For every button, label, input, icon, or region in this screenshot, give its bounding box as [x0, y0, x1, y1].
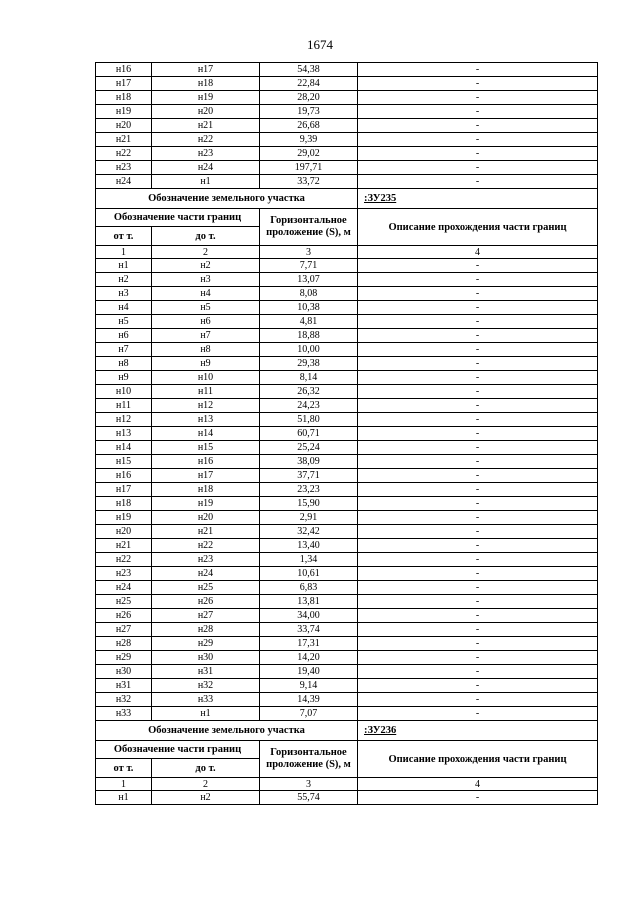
distance-cell: 4,81: [260, 315, 358, 329]
to-point-header: до т.: [152, 227, 260, 246]
to-point-cell: н12: [152, 399, 260, 413]
to-point-cell: н23: [152, 553, 260, 567]
description-cell: -: [358, 385, 598, 399]
to-point-cell: н10: [152, 371, 260, 385]
table-row: [96, 399, 598, 413]
description-cell: -: [358, 105, 598, 119]
table-row: [96, 147, 598, 161]
to-point-cell: н31: [152, 665, 260, 679]
to-point-cell: н8: [152, 343, 260, 357]
to-point-cell: н6: [152, 315, 260, 329]
from-point-cell: н13: [96, 427, 152, 441]
to-point-cell: н7: [152, 329, 260, 343]
distance-cell: 26,32: [260, 385, 358, 399]
description-cell: -: [358, 301, 598, 315]
description-cell: -: [358, 315, 598, 329]
distance-cell: 32,42: [260, 525, 358, 539]
description-cell: -: [358, 427, 598, 441]
table-row: [96, 357, 598, 371]
table-row: [96, 371, 598, 385]
from-point-cell: н2: [96, 273, 152, 287]
description-cell: -: [358, 147, 598, 161]
distance-cell: 34,00: [260, 609, 358, 623]
table-row: [96, 105, 598, 119]
table-row: [96, 427, 598, 441]
from-point-cell: н1: [96, 259, 152, 273]
description-cell: -: [358, 343, 598, 357]
distance-cell: 26,68: [260, 119, 358, 133]
table-row: [96, 259, 598, 273]
distance-cell: 10,38: [260, 301, 358, 315]
to-point-cell: н3: [152, 273, 260, 287]
distance-cell: 10,61: [260, 567, 358, 581]
from-point-cell: н19: [96, 105, 152, 119]
description-cell: -: [358, 665, 598, 679]
table-row: [96, 175, 598, 189]
distance-cell: 29,38: [260, 357, 358, 371]
distance-cell: 38,09: [260, 455, 358, 469]
to-point-cell: н21: [152, 119, 260, 133]
description-cell: -: [358, 273, 598, 287]
table-row: [96, 413, 598, 427]
boundary-table: [95, 62, 598, 805]
distance-cell: 51,80: [260, 413, 358, 427]
from-point-cell: н21: [96, 133, 152, 147]
from-point-cell: н27: [96, 623, 152, 637]
distance-cell: 23,23: [260, 483, 358, 497]
boundary-part-header: Обозначение части границ: [96, 741, 260, 759]
from-point-cell: н16: [96, 63, 152, 77]
to-point-cell: н25: [152, 581, 260, 595]
distance-cell: 33,72: [260, 175, 358, 189]
distance-cell: 197,71: [260, 161, 358, 175]
description-cell: -: [358, 119, 598, 133]
distance-cell: 2,91: [260, 511, 358, 525]
description-cell: -: [358, 637, 598, 651]
column-index-cell: 1: [96, 778, 152, 791]
from-point-cell: н32: [96, 693, 152, 707]
description-cell: -: [358, 623, 598, 637]
from-point-cell: н29: [96, 651, 152, 665]
from-point-cell: н17: [96, 483, 152, 497]
column-index-row: [96, 246, 598, 259]
description-cell: -: [358, 133, 598, 147]
description-cell: -: [358, 455, 598, 469]
table-row: [96, 693, 598, 707]
distance-cell: 60,71: [260, 427, 358, 441]
table-row: [96, 665, 598, 679]
distance-cell: 18,88: [260, 329, 358, 343]
table-row: [96, 483, 598, 497]
to-point-cell: н1: [152, 175, 260, 189]
from-point-cell: н16: [96, 469, 152, 483]
from-point-cell: н17: [96, 77, 152, 91]
distance-cell: 10,00: [260, 343, 358, 357]
table-row: [96, 287, 598, 301]
description-cell: -: [358, 399, 598, 413]
distance-cell: 25,24: [260, 441, 358, 455]
table-row: [96, 637, 598, 651]
from-point-cell: н20: [96, 525, 152, 539]
boundary-part-header: Обозначение части границ: [96, 209, 260, 227]
to-point-cell: н32: [152, 679, 260, 693]
from-point-cell: н6: [96, 329, 152, 343]
table-row: [96, 651, 598, 665]
distance-cell: 37,71: [260, 469, 358, 483]
to-point-cell: н33: [152, 693, 260, 707]
from-point-header: от т.: [96, 227, 152, 246]
column-index-cell: 1: [96, 246, 152, 259]
from-point-cell: н23: [96, 567, 152, 581]
from-point-cell: н9: [96, 371, 152, 385]
description-cell: -: [358, 525, 598, 539]
to-point-cell: н9: [152, 357, 260, 371]
from-point-cell: н21: [96, 539, 152, 553]
parcel-id: :ЗУ235: [358, 189, 598, 209]
distance-cell: 7,07: [260, 707, 358, 721]
description-cell: -: [358, 707, 598, 721]
distance-cell: 15,90: [260, 497, 358, 511]
from-point-cell: н1: [96, 791, 152, 805]
parcel-designation-label: Обозначение земельного участка: [96, 189, 358, 209]
table-row: [96, 329, 598, 343]
description-cell: -: [358, 595, 598, 609]
from-point-cell: н25: [96, 595, 152, 609]
table-row: [96, 581, 598, 595]
to-point-cell: н29: [152, 637, 260, 651]
column-header-row: [96, 741, 598, 759]
to-point-header: до т.: [152, 759, 260, 778]
description-cell: -: [358, 77, 598, 91]
description-cell: -: [358, 441, 598, 455]
description-cell: -: [358, 371, 598, 385]
distance-cell: 54,38: [260, 63, 358, 77]
to-point-cell: н21: [152, 525, 260, 539]
to-point-cell: н27: [152, 609, 260, 623]
to-point-cell: н24: [152, 567, 260, 581]
to-point-cell: н20: [152, 105, 260, 119]
to-point-cell: н17: [152, 469, 260, 483]
from-point-cell: н20: [96, 119, 152, 133]
description-cell: -: [358, 413, 598, 427]
to-point-cell: н1: [152, 707, 260, 721]
description-cell: -: [358, 497, 598, 511]
distance-cell: 17,31: [260, 637, 358, 651]
table-row: [96, 623, 598, 637]
column-header-row: [96, 209, 598, 227]
from-point-cell: н24: [96, 175, 152, 189]
distance-cell: 14,20: [260, 651, 358, 665]
to-point-cell: н23: [152, 147, 260, 161]
distance-cell: 28,20: [260, 91, 358, 105]
from-point-cell: н26: [96, 609, 152, 623]
table-row: [96, 77, 598, 91]
description-header: Описание прохождения части границ: [358, 741, 598, 778]
to-point-cell: н19: [152, 91, 260, 105]
distance-cell: 33,74: [260, 623, 358, 637]
description-cell: -: [358, 511, 598, 525]
column-index-cell: 4: [358, 778, 598, 791]
description-cell: -: [358, 259, 598, 273]
to-point-cell: н4: [152, 287, 260, 301]
to-point-cell: н20: [152, 511, 260, 525]
distance-cell: 24,23: [260, 399, 358, 413]
table-row: [96, 525, 598, 539]
table-row: [96, 161, 598, 175]
to-point-cell: н30: [152, 651, 260, 665]
description-cell: -: [358, 567, 598, 581]
to-point-cell: н28: [152, 623, 260, 637]
description-cell: -: [358, 693, 598, 707]
description-cell: -: [358, 175, 598, 189]
description-cell: -: [358, 483, 598, 497]
table-row: [96, 133, 598, 147]
table-row: [96, 343, 598, 357]
from-point-cell: н19: [96, 511, 152, 525]
description-cell: -: [358, 609, 598, 623]
distance-cell: 19,40: [260, 665, 358, 679]
from-point-cell: н18: [96, 497, 152, 511]
to-point-cell: н18: [152, 483, 260, 497]
distance-cell: 29,02: [260, 147, 358, 161]
from-point-cell: н7: [96, 343, 152, 357]
distance-cell: 55,74: [260, 791, 358, 805]
to-point-cell: н13: [152, 413, 260, 427]
to-point-cell: н16: [152, 455, 260, 469]
description-cell: -: [358, 63, 598, 77]
page-number: 1674: [307, 37, 333, 52]
table-row: [96, 791, 598, 805]
table-row: [96, 63, 598, 77]
table-row: [96, 679, 598, 693]
to-point-cell: н2: [152, 791, 260, 805]
to-point-cell: н5: [152, 301, 260, 315]
distance-cell: 19,73: [260, 105, 358, 119]
from-point-cell: н5: [96, 315, 152, 329]
description-cell: -: [358, 469, 598, 483]
parcel-section-header: [96, 721, 598, 741]
from-point-cell: н23: [96, 161, 152, 175]
column-index-cell: 3: [260, 246, 358, 259]
from-point-cell: н31: [96, 679, 152, 693]
from-point-cell: н18: [96, 91, 152, 105]
description-cell: -: [358, 679, 598, 693]
to-point-cell: н22: [152, 133, 260, 147]
table-row: [96, 497, 598, 511]
table-row: [96, 455, 598, 469]
table-row: [96, 553, 598, 567]
description-cell: -: [358, 791, 598, 805]
from-point-header: от т.: [96, 759, 152, 778]
distance-cell: 13,40: [260, 539, 358, 553]
table-row: [96, 385, 598, 399]
table-row: [96, 441, 598, 455]
description-cell: -: [358, 329, 598, 343]
table-row: [96, 567, 598, 581]
distance-cell: 14,39: [260, 693, 358, 707]
to-point-cell: н14: [152, 427, 260, 441]
distance-cell: 1,34: [260, 553, 358, 567]
description-cell: -: [358, 91, 598, 105]
distance-cell: 8,14: [260, 371, 358, 385]
description-cell: -: [358, 539, 598, 553]
column-index-cell: 3: [260, 778, 358, 791]
description-header: Описание прохождения части границ: [358, 209, 598, 246]
from-point-cell: н11: [96, 399, 152, 413]
boundary-table-body: [96, 63, 598, 805]
distance-cell: 6,83: [260, 581, 358, 595]
table-row: [96, 469, 598, 483]
table-row: [96, 511, 598, 525]
column-index-cell: 4: [358, 246, 598, 259]
description-cell: -: [358, 161, 598, 175]
distance-cell: 9,39: [260, 133, 358, 147]
from-point-cell: н12: [96, 413, 152, 427]
from-point-cell: н28: [96, 637, 152, 651]
to-point-cell: н24: [152, 161, 260, 175]
from-point-cell: н14: [96, 441, 152, 455]
from-point-cell: н4: [96, 301, 152, 315]
from-point-cell: н10: [96, 385, 152, 399]
column-index-row: [96, 778, 598, 791]
table-row: [96, 539, 598, 553]
from-point-cell: н33: [96, 707, 152, 721]
from-point-cell: н22: [96, 553, 152, 567]
table-row: [96, 119, 598, 133]
from-point-cell: н30: [96, 665, 152, 679]
distance-cell: 13,07: [260, 273, 358, 287]
column-index-cell: 2: [152, 778, 260, 791]
to-point-cell: н18: [152, 77, 260, 91]
description-cell: -: [358, 287, 598, 301]
distance-cell: 8,08: [260, 287, 358, 301]
distance-header: Горизонтальное проложение (S), м: [260, 741, 358, 778]
description-cell: -: [358, 357, 598, 371]
to-point-cell: н17: [152, 63, 260, 77]
table-row: [96, 301, 598, 315]
from-point-cell: н8: [96, 357, 152, 371]
from-point-cell: н24: [96, 581, 152, 595]
table-row: [96, 91, 598, 105]
parcel-section-header: [96, 189, 598, 209]
parcel-id: :ЗУ236: [358, 721, 598, 741]
description-cell: -: [358, 553, 598, 567]
table-row: [96, 707, 598, 721]
table-row: [96, 595, 598, 609]
to-point-cell: н26: [152, 595, 260, 609]
from-point-cell: н22: [96, 147, 152, 161]
distance-cell: 7,71: [260, 259, 358, 273]
distance-cell: 13,81: [260, 595, 358, 609]
table-row: [96, 273, 598, 287]
to-point-cell: н15: [152, 441, 260, 455]
to-point-cell: н22: [152, 539, 260, 553]
description-cell: -: [358, 581, 598, 595]
table-row: [96, 315, 598, 329]
to-point-cell: н11: [152, 385, 260, 399]
distance-cell: 9,14: [260, 679, 358, 693]
to-point-cell: н2: [152, 259, 260, 273]
to-point-cell: н19: [152, 497, 260, 511]
table-row: [96, 609, 598, 623]
from-point-cell: н3: [96, 287, 152, 301]
from-point-cell: н15: [96, 455, 152, 469]
parcel-designation-label: Обозначение земельного участка: [96, 721, 358, 741]
distance-cell: 22,84: [260, 77, 358, 91]
description-cell: -: [358, 651, 598, 665]
column-index-cell: 2: [152, 246, 260, 259]
distance-header: Горизонтальное проложение (S), м: [260, 209, 358, 246]
